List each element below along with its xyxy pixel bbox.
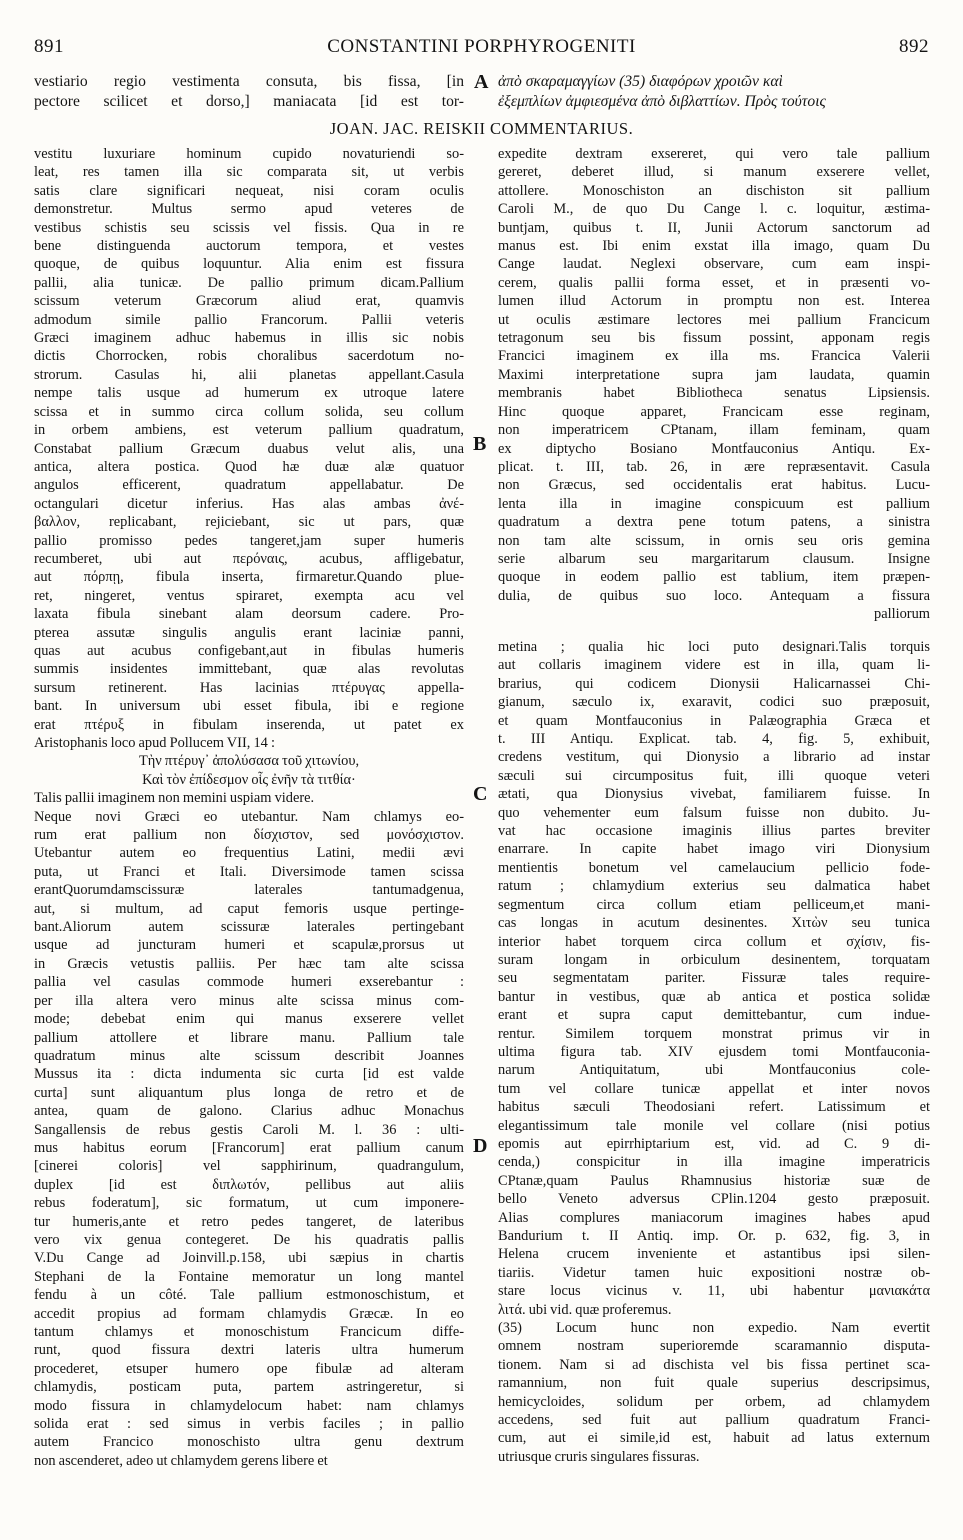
text-line: epomis aut epirrhiptarium est, vid. ad C. 9 di- <box>498 1135 930 1152</box>
text-line: fendu à un côté. Tale pallium estmonoschistum, et <box>34 1287 464 1304</box>
text-line: mus habitus eorum [Francorum] erat pallium canum <box>34 1139 464 1156</box>
text-line: cas longas in acutum desinentes. Χιτὼν seu tunica <box>498 915 930 932</box>
text-line: in orbem ambiens, est veterum pallium quadratum, <box>34 422 464 439</box>
margin-letter-c: C <box>473 783 488 805</box>
text-line: omnem nostram superioremde scaramannio disputa- <box>498 1338 930 1355</box>
text-line: quoque, de quibus loquuntur. Alia enim est fissura <box>34 256 464 273</box>
text-line: (35) Locum hunc non expedio. Nam evertit <box>498 1320 930 1337</box>
text-line: narum Antiquitatum, ubi Montfauconius cole- <box>498 1062 930 1079</box>
page-number-right: 892 <box>899 36 929 57</box>
text-line: tetragonum seu bis fissum possint, apponam regis <box>498 330 930 347</box>
greek-line: ἐξεμπλίων ἀμφιεσμένα ἀπὸ διβλαττίων. Πρὸς τούτοις <box>498 93 826 110</box>
text-line: rentur. Similem torquem monstrat primus vir in <box>498 1025 930 1042</box>
text-line: metina ; qualia hic loci puto designari.Talis torquis <box>498 639 930 655</box>
text-line: et quam Montfauconius in Palæographia Græca et <box>498 712 930 729</box>
text-line: modo fissura in chlamydelocum habet: nam chlamys <box>34 1397 464 1414</box>
text-line: runt, quod fissura dextri lateris ultra humerum <box>34 1342 464 1359</box>
text-line: sæculi sui circumpositus fuit, illi quoque veteri <box>498 767 930 784</box>
text-line: curta] sunt aliquantum plus longa de retro et de <box>34 1084 464 1101</box>
text-line: Καὶ τὸν ἐπίδεσμον οἷς ἐνῆν τὰ τιτθία· <box>142 771 356 788</box>
text-line: habitus sæculi Theodosiani refert. Latissimum et <box>498 1099 930 1116</box>
text-line: attollere. Monoschiston an dischiston sit pallium <box>498 182 930 199</box>
text-line: tum vel collare tunicæ appellat et inter novos <box>498 1080 930 1097</box>
text-line: quadratum minus alte scissum describit Joannes <box>34 1047 464 1064</box>
text-line: Utebantur autem eo frequentius Latini, medii ævi <box>34 845 464 862</box>
text-line: ultima figura tab. XIV ejusdem tomi Montfauconia- <box>498 1043 930 1060</box>
text-line: Stephani de la Fontaine memoratur un long mantel <box>34 1268 464 1285</box>
text-line: tur humeris,ante et retro pedes tangeret, de lateribus <box>34 1213 464 1230</box>
text-line: pterea assutæ singulis angulis erant laciniæ panni, <box>34 624 464 641</box>
text-line: Neque novi Græci eo utebantur. Nam chlamys eo- <box>34 808 464 825</box>
text-line: Constabat pallium Græcum duabus velut alis, una <box>34 440 464 457</box>
text-line: demonstretur. Multus sermo apud veteres de <box>34 201 464 218</box>
text-line: Helena crucem inveniente et astantibus ipsi silen- <box>498 1246 930 1263</box>
text-line: non tam alte scissum, in ornis seu oris gemina <box>498 532 930 549</box>
text-line: laxata fibula sinebant alam deorsum cadere. Pro- <box>34 606 464 623</box>
text-line: membranis habet Bibliotheca senatus Lipsiensis. <box>498 385 930 402</box>
text-line: satis clare significari nequeat, nisi coram oculis <box>34 182 464 199</box>
text-line: admodum simile pallio Francorum. Pallii veteris <box>34 311 464 328</box>
text-line: bant.Aliorum autem scissuræ laterales pertingebant <box>34 919 464 936</box>
text-line: manus est. Ibi enim exstat illa imago, quam Du <box>498 238 930 255</box>
text-line: Τὴν πτέρυγ᾽ ἀπολύσασα τοῦ χιτωνίου, <box>138 753 360 770</box>
text-line: elegantissimum tale monile vel collare (nisi potius <box>498 1117 930 1134</box>
text-line: [cinerei coloris] vel sapphirinum, quadrangulum, <box>34 1158 464 1175</box>
text-line: ex diptycho Bosiano Montfauconius Antiqu. Ex- <box>498 440 930 457</box>
text-line: chlamydis, posticam puta, partem astringeretur, si <box>34 1379 464 1396</box>
text-line: pallio promisso pedes tangeret,jam super humeris <box>34 532 464 549</box>
main-text-latin <box>34 72 464 112</box>
text-line: lumen illud Actorum in promptu non est. Interea <box>498 293 930 310</box>
text-line: recumberet, ubi aut περόναις, acubus, affligebatur, <box>34 550 464 567</box>
text-line: palliorum <box>874 606 930 623</box>
text-line: aut πόρπῃ, fibula inserta, firmaretur.Quando plue- <box>34 569 464 586</box>
text-line: pallium attollere et librare manu. Pallium tale <box>34 1029 464 1046</box>
running-title: CONSTANTINI PORPHYROGENITI <box>327 36 636 57</box>
text-line: cenda,) conspicitur in illa imagine imperatricis <box>498 1154 930 1171</box>
greek-line: ἀπὸ σκαραμαγγίων (35) διαφόρων χροιῶν καὶ <box>498 73 783 90</box>
text-line: vestibus schistis seu scissis vel fissis. Qua in re <box>34 219 464 236</box>
commentary-right-column-top <box>498 145 930 624</box>
text-line: bello Veneto adversus CPlin.1204 gesto præposuit. <box>498 1191 930 1208</box>
text-line: cum, aut ei simile,id est, habuit ad latus externum <box>498 1430 930 1447</box>
page-number-left: 891 <box>34 36 64 57</box>
text-line: V.Du Cange ad Joinvill.p.158, ubi sæpius in chartis <box>34 1250 464 1267</box>
text-line: ramannium, non fuit quale superius descripsimus, <box>498 1375 930 1392</box>
margin-letter-d: D <box>473 1135 488 1157</box>
text-line: rum erat pallium non δίσχιστον, sed μονόσχιστον. <box>34 827 464 844</box>
text-line: autem Francico monoschisto ultra genu dextrum <box>34 1434 464 1451</box>
latin-line: vestiario regio vestimenta consuta, bis fissa, [in <box>34 73 464 90</box>
text-line: solida erat : sed simus in verbis faciles ; in pallio <box>34 1416 464 1433</box>
text-line: scissa et in summo circa collum solida, seu collum <box>34 403 464 420</box>
text-line: ratum ; chlamydium exterius seu dalmatica habet <box>498 878 930 895</box>
text-line: suram longam in orbiculum desinentem, torquatam <box>498 951 930 968</box>
text-line: erant et supra caput demittebantur, cum indue- <box>498 1007 930 1024</box>
text-line: sursum retinerent. Has lacinias πτέρυγας appella- <box>34 679 464 696</box>
text-line: vero vix genua contegeret. De his quadratis pallis <box>34 1231 464 1248</box>
text-line: leat, res tamen illa sic comparata sit, ut verbis <box>34 164 464 181</box>
text-line: per illa altera vero minus alte scissa minus com- <box>34 992 464 1009</box>
text-line: procederet, etsuper humero ope fibulæ ad alteram <box>34 1360 464 1377</box>
text-line: Cange laudat. Neglexi observare, cum eam inspi- <box>498 256 930 273</box>
text-line: t. III Antiqu. Explicat. tab. 4, fig. 5, exhibuit, <box>498 731 930 748</box>
text-line: mode; debebat enim qui manus exserere vellet <box>34 1011 464 1028</box>
text-line: non ascenderet, adeo ut chlamydem gerens libere et <box>34 1452 328 1469</box>
text-line: summis insidentes immittebant, quæ alas revolutas <box>34 661 464 678</box>
main-text-greek <box>498 72 934 112</box>
text-line: aut, si multum, ad caput femoris usque pertinge- <box>34 900 464 917</box>
text-line: quas aut acubus configebant,aut in fibulas humeris <box>34 642 464 659</box>
text-line: dictis Chorrocken, robis choralibus sacerdotum no- <box>34 348 464 365</box>
text-line: quo vehementer eum falsum fuisse non dubito. Ju- <box>498 804 930 821</box>
commentary-right-column-bottom <box>498 638 930 1466</box>
text-line: angulos efficerent, quadratum appellabatur. De <box>34 477 464 494</box>
text-line: quadratum a dextra pene totum patens, a sinistra <box>498 514 930 531</box>
text-line: antea, quam de galono. Clarius adhuc Monachus <box>34 1103 464 1120</box>
margin-letter-a: A <box>474 71 489 93</box>
text-line: ut oculis æstimare lectores mei pallium Francicum <box>498 311 930 328</box>
text-line: Francici imaginem ex illa ms. Francica Valerii <box>498 348 930 365</box>
text-line: vat hac occasione imaginis illius partes breviter <box>498 823 930 840</box>
text-line: Caroli M., de quo Du Cange l. c. loquitur, æstima- <box>498 201 930 218</box>
text-line: rebus foderatum], sic formatum, ut cum imponere- <box>34 1195 464 1212</box>
text-line: ret, ningeret, ventus spiraret, exempta acu vel <box>34 587 464 604</box>
text-line: non Græcus, sed occidentalis erat habitus. Lucu- <box>498 477 930 494</box>
text-line: hemicycloides, solidum per orbem, ad chlamydem <box>498 1393 930 1410</box>
text-line: erantQuorumdamscissuræ laterales tantumadgenua, <box>34 882 464 899</box>
margin-letter-b: B <box>473 433 487 455</box>
text-line: buntjam, quibus t. II, Junii Actorum sanctorum ad <box>498 219 930 236</box>
text-line: expedite dextram exsereret, qui vero tale pallium <box>498 146 930 162</box>
text-line: puta, ut Franci et Itali. Diversimode tamen scissa <box>34 863 464 880</box>
running-header <box>34 34 929 60</box>
text-line: serie albarum seu margaritarum clausum. Insigne <box>498 550 930 567</box>
text-line: enarrare. In capite habet imago viri Dionysium <box>498 841 930 858</box>
commentary-title: JOAN. JAC. REISKII COMMENTARIUS. <box>329 119 634 138</box>
text-line: tiariis. Videtur tamen huic expositioni nostræ ob- <box>498 1264 930 1281</box>
text-line: usque ad juncturam humeri et scapulæ,prorsus ut <box>34 937 464 954</box>
text-line: scissum veterum Græcorum aliud erat, quamvis <box>34 293 464 310</box>
commentary-left-column <box>34 145 464 1470</box>
text-line: Hinc quoque apparet, Francicam esse reginam, <box>498 403 930 420</box>
text-line: interior habet torquem circa collum et σχίσιν, fis- <box>498 933 930 950</box>
text-line: aut collaris imaginem videre est in illa, quam li- <box>498 657 930 674</box>
text-line: segmentum circa collum etiam pelliceum,et mani- <box>498 896 930 913</box>
text-line: nempe talis usque ad humerum ex utroque latere <box>34 385 464 402</box>
text-line: gianum, sæculo ix, exaravit, codici suo præposuit, <box>498 694 930 711</box>
text-line: βαλλον, replicabant, rejiciebant, sic ut pars, quæ <box>34 514 464 531</box>
text-line: duplex [id est διπλωτόν, pellibus aut aliis <box>34 1176 464 1193</box>
text-line: bene distinguenda auctorum tempora, et vestes <box>34 238 464 255</box>
text-line: Maximi interpretatione supra jam laudata, quamin <box>498 366 930 383</box>
text-line: CPtanæ,quam Paulus Rhamnusius historiæ suæ de <box>498 1172 930 1189</box>
text-line: antica, altera postica. Quod hæ duæ alæ quatuor <box>34 458 464 475</box>
text-line: lenta illa in imagine conspicuum est pallium <box>498 495 930 512</box>
text-line: λιτά. ubi vid. quæ proferemus. <box>498 1301 672 1318</box>
text-line: Aristophanis loco apud Pollucem VII, 14 : <box>34 735 275 751</box>
text-line: seu segmentatam pariter. Fissuræ tales require- <box>498 970 930 987</box>
text-line: Talis pallii imaginem non memini uspiam videre. <box>34 790 315 807</box>
text-line: tionem. Nam si ad dischista vel bis fissa pertinet sca- <box>498 1356 930 1373</box>
text-line: dulia, de quibus suo loco. Antequam a fissura <box>498 587 930 604</box>
text-line: gereret, deberet illud, si manum exserere vellet, <box>498 164 930 181</box>
text-line: Græci imaginem adhuc habemus in illis sic nobis <box>34 330 464 347</box>
text-line: accedit propius ad formam chlamydis Græcæ. In eo <box>34 1305 464 1322</box>
text-line: utriusque cruris singulares fissuras. <box>498 1448 700 1465</box>
text-line: erat πτέρυξ in fibulam inserenda, ut patet ex <box>34 716 464 733</box>
text-line: Mussus ita : dicta indumenta sic curta [id est valde <box>34 1066 464 1083</box>
text-line: plicat. t. III, tab. 26, in ære repræsentavit. Casula <box>498 458 930 475</box>
text-line: brarius, qui codicem Dionysii Halicarnassei Chi- <box>498 675 930 692</box>
text-line: octangulari dicetur inferius. Has alas ambas ἀνέ- <box>34 495 464 512</box>
text-line: strorum. Casulas hi, alii planetas appellant.Casula <box>34 366 464 383</box>
text-line: pallia vel casulas commode humeri exserebantur : <box>34 974 464 991</box>
latin-line: pectore scilicet et dorso,] maniacata [id est tor- <box>34 93 464 110</box>
text-line: Sangallensis de rebus gestis Caroli M. l. 36 : ulti- <box>34 1121 464 1138</box>
text-line: non imperatricem CPtanam, illam feminam, quam <box>498 422 930 439</box>
text-line: Bandurium t. II Antiq. imp. Or. p. 632, fig. 3, in <box>498 1228 930 1244</box>
text-line: credens vestitum, qui Dionysio a librario ad instar <box>498 749 930 766</box>
text-line: Alias complures maniacorum imagines habes apud <box>498 1209 930 1226</box>
text-line: ætati, qua Dionysius vivebat, familiarem fuisse. In <box>498 786 930 803</box>
text-line: cerem, qualis pallii forma esset, et in præsenti vo- <box>498 274 930 291</box>
text-line: pallii, alia tunicæ. De pallio primum dicam.Pallium <box>34 274 464 291</box>
text-line: vestitu luxuriare hominum cupido novaturiendi so- <box>34 146 464 162</box>
text-line: accedens, sed fuit aut pallium quadratum Franci- <box>498 1412 930 1429</box>
text-line: mentientis bonetum vel camelaucium pellicio fode- <box>498 859 930 876</box>
text-line: tantum chlamys et monoschistum Francicum diffe- <box>34 1324 464 1340</box>
text-line: in Græcis vetustis palliis. Per hæc tam alte scissa <box>34 955 464 972</box>
text-line: bant. In universum ubi esset fibula, ibi e regione <box>34 698 464 715</box>
text-line: quoque in eodem pallio est tablium, item præpen- <box>498 569 930 586</box>
text-line: stare locus vicinus v. 11, ubi habentur μανιακάτα <box>498 1283 930 1300</box>
text-line: bantur in vestibus, quæ ab antica et postica solidæ <box>498 988 930 1005</box>
